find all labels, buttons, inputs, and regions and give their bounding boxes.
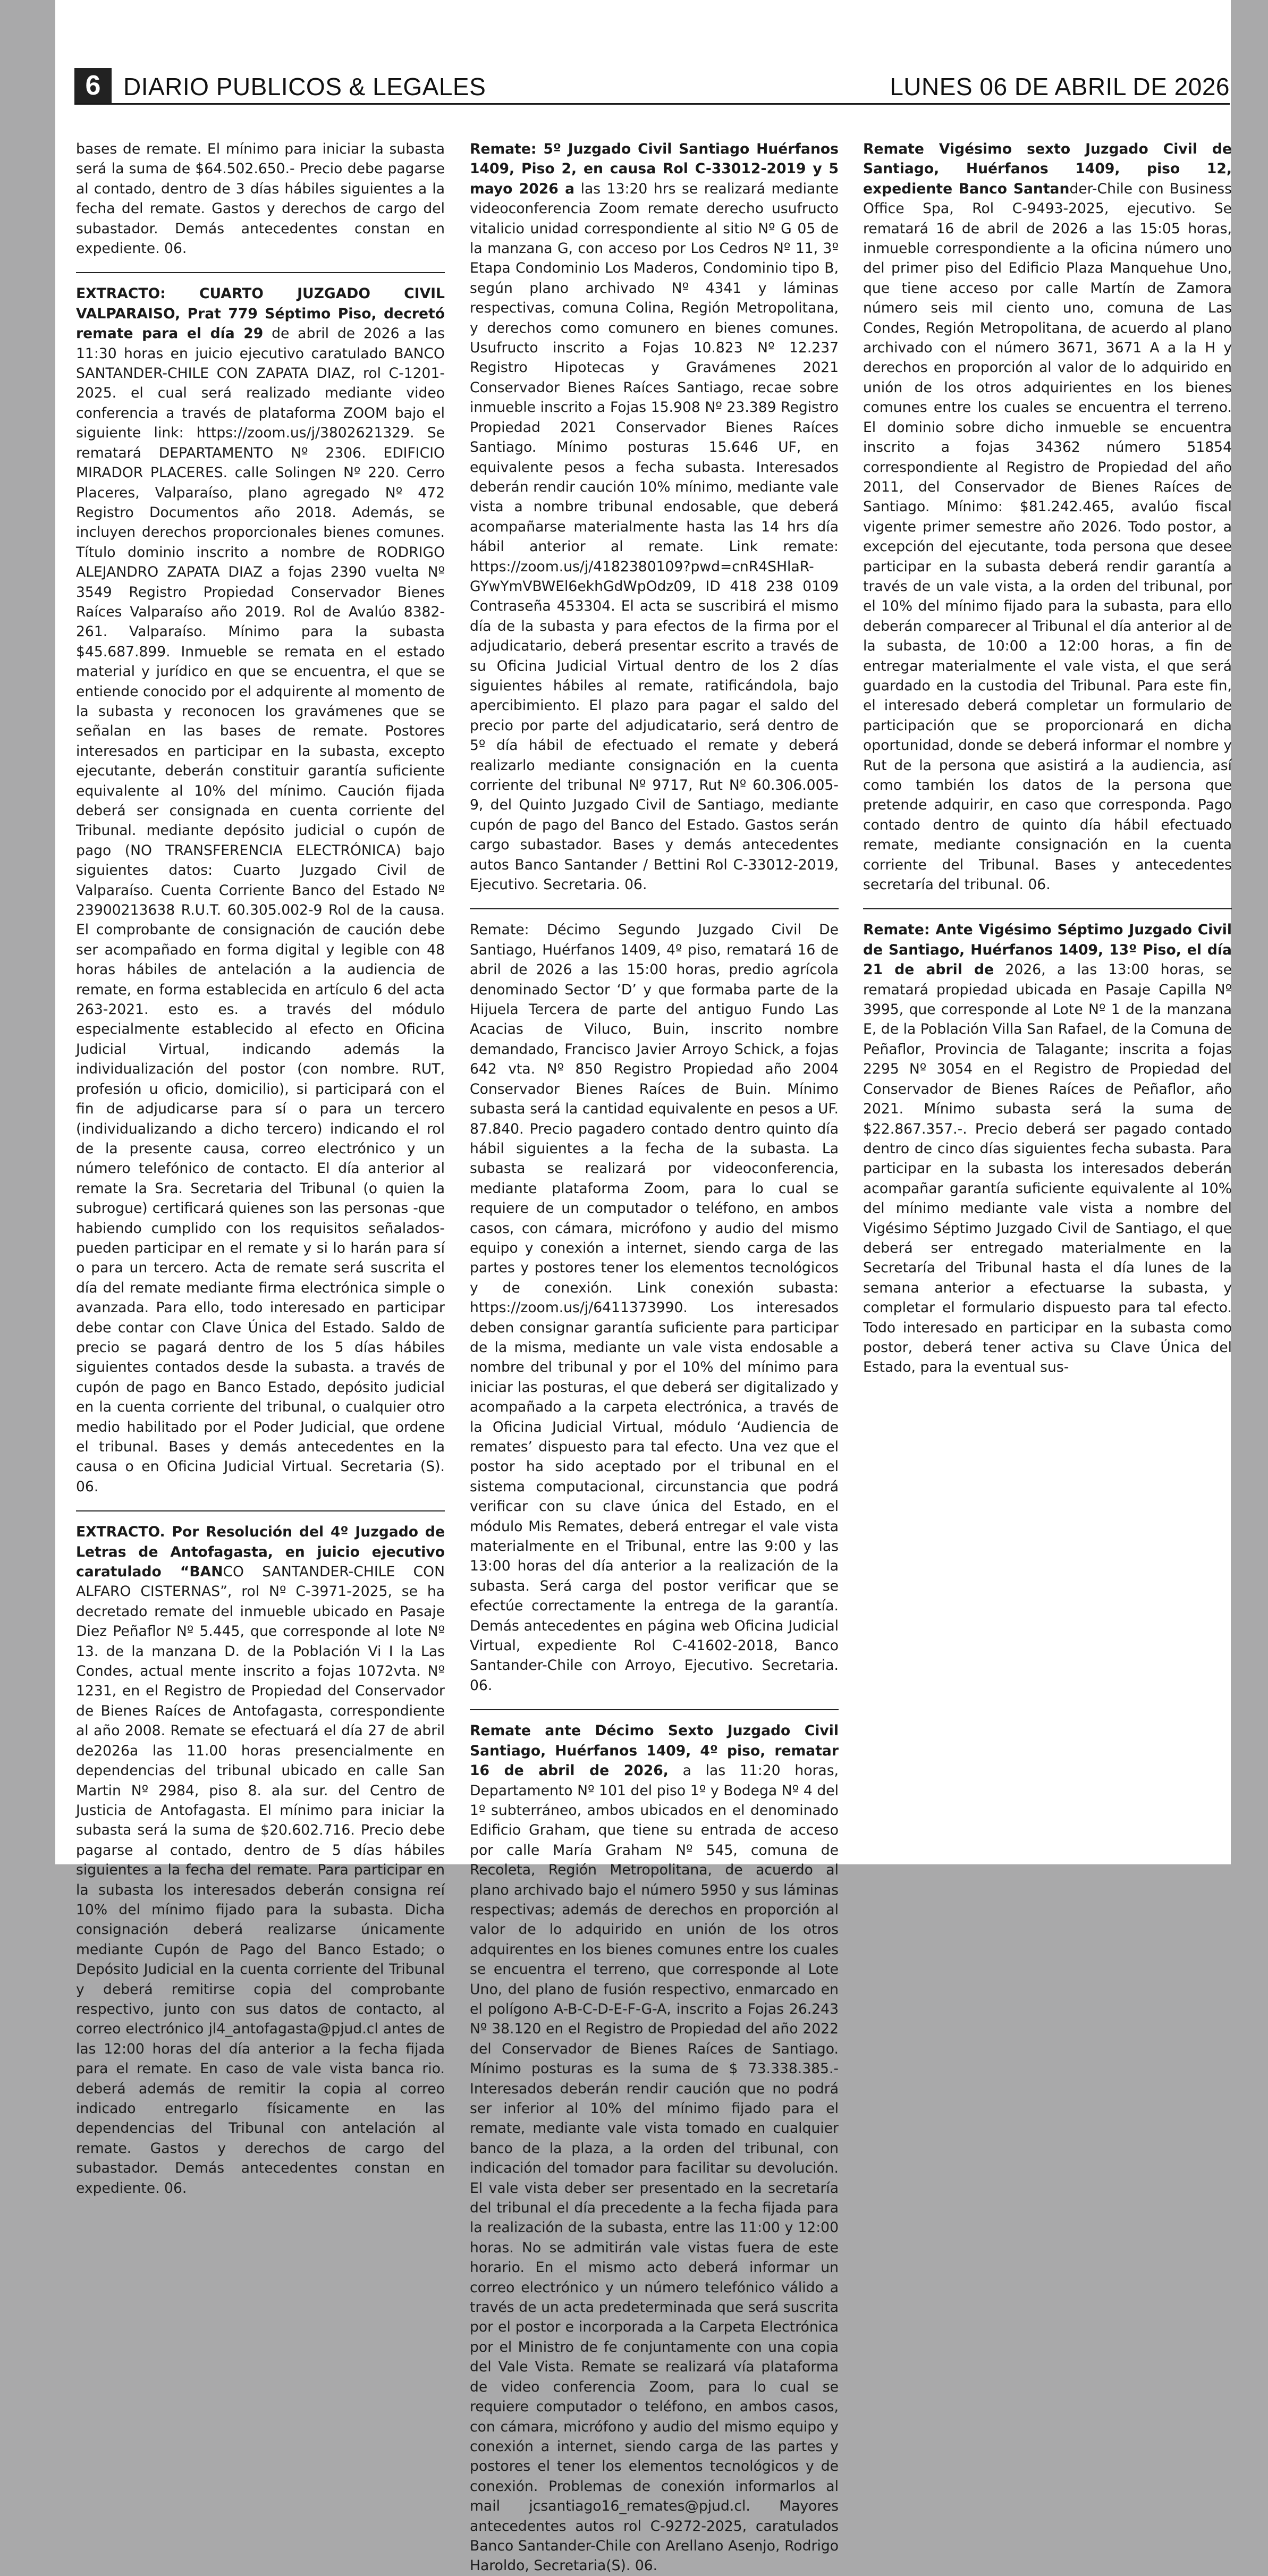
- notice-heading: Remate: Ante Vigésimo Séptimo Juzgado Civil de Santiago, Huérfanos 1409, 13º Piso, el día 21 de abril de: [863, 922, 1232, 978]
- notice: [76, 284, 445, 1497]
- publication-name: DIARIO PUBLICOS & LEGALES: [123, 73, 486, 100]
- notice-heading: EXTRACTO: CUARTO JUZGADO CIVIL VALPARAISO, Prat 779 Séptimo Piso, decretó remate para el día 29: [76, 285, 445, 342]
- column-1: [76, 139, 445, 2197]
- notice-heading: Remate ante Décimo Sexto Juzgado Civil Santiago, Huérfanos 1409, 4º piso, rematar 16 de abril de 2026,: [470, 1722, 839, 1779]
- notice-separator: [76, 272, 445, 273]
- column-3: [863, 139, 1232, 1824]
- notice-body: a las 11:20 horas, Departamento Nº 101 del piso 1º y Bodega Nº 4 del 1º subterráneo, ambos ubicados en el denominado Edificio Graham, que tiene su entrada de acceso por calle María Graham Nº 545, comuna de Recoleta, Región Metropolitana, de acuerdo al plano archivado bajo el número 5950 y sus láminas respectivas; además de derechos en proporción al valor de lo adquirido en unión de los otros adquirentes en los bienes comunes entre los cuales se encuentra el terreno, que corresponde al Lote Uno, del plano de fusión respectivo, enmarcado en el polígono A-B-C-D-E-F-G-A, inscrito a Fojas 26.243 Nº 38.120 en el Registro de Propiedad del año 2022 del Conservador de Bienes Raíces de Santiago. Mínimo posturas es la suma de $ 73.338.385.- Interesados deberán rendir caución que no podrá ser inferior al 10% del mínimo fijado para el remate, mediante vale vista tomado en cualquier banco de la plaza, a la orden del tribunal, con indicación del tomador para facilitar su devolución. El vale vista deber ser presentado en la secretaría del tribunal el día precedente a la fecha fijada para la realización de la subasta, entre las 11:00 y 12:00 horas. No se admitirán vale vistas fuera de este horario. En el mismo acto deberá informar un correo electrónico y un número telefónico válido a través de un acta predeterminada que será suscrita por el postor e incorporada a la Carpeta Electrónica por el Ministro de fe conjuntamente con una copia del Vale Vista. Remate se realizará vía plataforma de video conferencia Zoom, para lo cual se requiere computador o teléfono, en ambos casos, con cámara, micrófono y audio del mismo equipo y conexión a internet, siendo carga de las partes y postores el tener los elementos tecnológicos y de conexión. Problemas de conexión informarlos al mail jcsantiago16_remates@pjud.cl. Mayores antecedentes autos rol C-9272-2025, caratulados Banco Santander-Chile con Arellano Asenjo, Rodrigo Haroldo, Secretaria(S). 06.: [470, 1762, 839, 2574]
- page-number: 6: [74, 68, 112, 103]
- notice-heading: EXTRACTO. Por Resolución del 4º Juzgado de Letras de Antofagasta, en juicio ejecutivo caratulado “BAN: [76, 1524, 445, 1581]
- notice-separator: [76, 1510, 445, 1511]
- notice: [470, 1721, 839, 2575]
- notice: [863, 920, 1232, 1377]
- notice-body: Remate: Décimo Segundo Juzgado Civil De Santiago, Huérfanos 1409, 4º piso, rematará 16 de abril de 2026 a las 15:00 horas, predio agrícola denominado Sector ‘D’ y que formaba parte de la Hijuela Tercera de parte del antiguo Fundo Las Acacias de Viluco, Buin, inscrito nombre demandado, Francisco Javier Arroyo Schick, a fojas 642 vta. Nº 850 Registro Propiedad año 2004 Conservador Bienes Raíces de Buin. Mínimo subasta será la cantidad equivalente en pesos a UF. 87.840. Precio pagadero contado dentro quinto día hábil siguientes a la fecha de la subasta. La subasta se realizará por videoconferencia, mediante plataforma Zoom, para lo cual se requiere de un computador o teléfono, en ambos casos, con cámara, micrófono y audio del mismo equipo y conexión a internet, siendo carga de las partes y postores tener los elementos tecnológicos y de conexión. Link conexión subasta: https://zoom.us/j/6411373990. Los interesados deben consignar garantía suficiente para participar de la misma, mediante un vale vista endosable a nombre del tribunal y por el 10% del mínimo para iniciar las posturas, el que deberá ser digitalizado y acompañado a la carpeta electrónica, a través de la Oficina Judicial Virtual, módulo ‘Audiencia de remates’ dispuesto para tal efecto. Una vez que el postor ha sido aceptado por el tribunal en el sistema computacional, circunstancia que podrá verificar con su clave única del Estado, en el módulo Mis Remates, deberá entregar el vale vista materialmente en el Tribunal, entre las 9:00 y las 13:00 horas del día anterior a la realización de la subasta. Será carga del postor verificar que se efectúe correctamente la entrega de la garantía. Demás antecedentes en página web Oficina Judicial Virtual, expediente Rol C-41602-2018, Banco Santander-Chile con Arroyo, Ejecutivo. Secretaria. 06.: [470, 922, 839, 1694]
- notice: [76, 1522, 445, 2198]
- notice-separator: [470, 1709, 839, 1710]
- notice-body: 2026, a las 13:00 horas, se rematará propiedad ubicada en Pasaje Capilla Nº 3995, que corresponde al Lote Nº 1 de la manzana E, de la Población Villa San Rafael, de la Comuna de Peñaflor, Provincia de Talagante; inscrita a fojas 2295 Nº 3054 en el Registro de Propiedad del Conservador de Bienes Raíces de Peñaflor, año 2021. Mínimo subasta será la suma de $22.867.357.-. Precio deberá ser pagado contado dentro de cinco días siguientes fecha subasta. Para participar en la subasta los interesados deberán acompañar garantía suficiente equivalente al 10% del mínimo mediante vale vista a nombre del Vigésimo Séptimo Juzgado Civil de Santiago, el que deberá ser entregado materialmente en la Secretaría del Tribunal hasta el día lunes de la semana anterior a efectuarse la subasta, y completar el formulario dispuesto para tal efecto. Todo interesado en participar en la subasta como postor, deberá tener activa su Clave Única del Estado, para la eventual sus-: [863, 961, 1232, 1376]
- notice: [470, 139, 839, 894]
- notice-body: CO SANTANDER-CHILE CON ALFARO CISTERNAS”, rol Nº C-3971-2025, se ha decretado remate del inmueble ubicado en Pasaje Diez Peñaflor Nº 5.445, que corresponde al lote Nº 13. de la manzana D. de la Población Vi I la Las Condes, actual mente inscrito a fojas 1072vta. Nº 1231, en el Registro de Propiedad del Conservador de Bienes Raíces de Antofagasta, correspondiente al año 2008. Remate se efectuará el día 27 de abril de2026a las 11.00 horas presencialmente en dependencias del tribunal ubicado en calle San Martin Nº 2984, piso 8. ala sur. del Centro de Justicia de Antofagasta. El mínimo para iniciar la subasta será la suma de $20.602.716. Precio debe pagarse al contado, dentro de 5 días hábiles siguientes a la fecha del remate. Para participar en la subasta los interesados deberán consigna reí 10% del mínimo fijado para la subasta. Dicha consignación deberá realizarse únicamente mediante Cupón de Pago del Banco Estado; o Depósito Judicial en la cuenta corriente del Tribunal y deberá remitirse copia del comprobante respectivo, junto con sus datos de contacto, al correo electrónico jl4_antofagasta@pjud.cl antes de las 12:00 horas del día anterior a la fecha fijada para el remate. En caso de vale vista banca rio. deberá además de remitir la copia al correo indicado entregarlo físicamente en las dependencias del Tribunal con antelación al remate. Gastos y derechos de cargo del subastador. Demás antecedentes constan en expediente. 06.: [76, 1564, 445, 2197]
- page-header: [74, 68, 1230, 105]
- notice: [470, 920, 839, 1695]
- notice-heading: Remate Vigésimo sexto Juzgado Civil de Santiago, Huérfanos 1409, piso 12, expediente Banco Santan: [863, 141, 1232, 197]
- notice-body: der-Chile con Business Office Spa, Rol C-9493-2025, ejecutivo. Se rematará 16 de abril de 2026 a las 15:05 horas, inmueble correspondiente a la oficina número uno del primer piso del Edificio Plaza Manquehue Uno, que tiene acceso por calle Martín de Zamora número seis mil ciento uno, comuna de Las Condes, Región Metropolitana, de acuerdo al plano archivado con el número 3671, 3671 A a la H y derechos en proporción al valor de lo adquirido en unión de los otros adquirientes en los bienes comunes entre los cuales se encuentra el terreno. El dominio sobre dicho inmueble se encuentra inscrito a fojas 34362 número 51854 correspondiente al Registro de Propiedad del año 2011, del Conservador de Bienes Raíces de Santiago. Mínimo: $81.242.465, avalúo fiscal vigente primer semestre año 2026. Todo postor, a excepción del ejecutante, toda persona que desee participar en la subasta deberá rendir garantía a través de un vale vista, a la orden del tribunal, por el 10% del mínimo fijado para la subasta, para ello deberán comparecer al Tribunal el día anterior al de la subasta, de 10:00 a 12:00 horas, a fin de entregar materialmente el vale vista, el que será guardado en la custodia del Tribunal. Para este fin, el interesado deberá completar un formulario de participación que se proporcionará en dicha oportunidad, donde se deberá informar el nombre y Rut de la persona que asistirá a la audiencia, así como también los datos de la persona que pretende adquirir, en caso que corresponda. Pago contado dentro de quinto día hábil efectuado remate, mediante consignación en la cuenta corriente del Tribunal. Bases y antecedentes secretaría del tribunal. 06.: [863, 180, 1232, 893]
- notice-separator: [470, 908, 839, 909]
- notice-body: bases de remate. El mínimo para iniciar la subasta será la suma de $64.502.650.- Precio debe pagarse al contado, dentro de 3 días hábiles siguientes a la fecha del remate. Gastos y derechos de cargo del subastador. Demás antecedentes constan en expediente. 06.: [76, 141, 445, 257]
- notice-body: las 13:20 hrs se realizará mediante videoconferencia Zoom remate derecho usufructo vitalicio unidad correspondiente al sitio Nº G 05 de la manzana G, con acceso por Los Cedros Nº 11, 3º Etapa Condominio Los Maderos, Condominio tipo B, según plano archivado Nº 4341 y láminas respectivas, comuna Colina, Región Metropolitana, y derechos como comunero en bienes comunes. Usufructo inscrito a Fojas 10.823 Nº 12.237 Registro Hipotecas y Gravámenes 2021 Conservador Bienes Raíces Santiago, recae sobre inmueble inscrito a Fojas 15.908 Nº 23.389 Registro Propiedad 2021 Conservador Bienes Raíces Santiago. Mínimo posturas 15.646 UF, en equivalente pesos a fecha subasta. Interesados deberán rendir caución 10% mínimo, mediante vale vista a nombre tribunal endosable, que deberá acompañarse materialmente hasta las 14 hrs día hábil anterior al remate. Link remate: https://zoom.us/j/4182380109?pwd=cnR4SHlaR-GYwYmVBWEl6ekhGdWpOdz09, ID 418 238 0109 Contraseña 453304. El acta se suscribirá el mismo día de la subasta y para efectos de la firma por el adjudicatario, deberá presentar escrito a través de su Oficina Judicial Virtual dentro de los 2 días siguientes hábiles al remate, ratificándola, bajo apercibimiento. El plazo para pagar el saldo del precio por parte del adjudicatario, será dentro de 5º día hábil de efectuado el remate y deberá realizarlo mediante consignación en la cuenta corriente del tribunal Nº 9717, Rut Nº 60.306.005-9, del Quinto Juzgado Civil de Santiago, mediante cupón de pago del Banco del Estado. Gastos serán cargo subastador. Bases y demás antecedentes autos Banco Santander / Bettini Rol C-33012-2019, Ejecutivo. Secretaria. 06.: [470, 180, 839, 893]
- notice: [863, 139, 1232, 894]
- notice-separator: [863, 908, 1232, 909]
- issue-date: LUNES 06 DE ABRIL DE 2026: [890, 73, 1230, 100]
- notice-heading: Remate: 5º Juzgado Civil Santiago Huérfanos 1409, Piso 2, en causa Rol C-33012-2019 y 5 mayo 2026 a: [470, 141, 839, 197]
- notice: [76, 139, 445, 258]
- notice-body: de abril de 2026 a las 11:30 horas en juicio ejecutivo caratulado BANCO SANTANDER-CHILE CON ZAPATA DIAZ, rol C-1201-2025. el cual será realizado mediante video conferencia a través de plataforma ZOOM bajo el siguiente link: https://zoom.us/j/3802621329. Se rematará DEPARTAMENTO Nº 2306. EDIFICIO MIRADOR PLACERES. calle Solingen Nº 220. Cerro Placeres, Valparaíso, plano agregado Nº 472 Registro Documentos año 2018. Además, se incluyen derechos proporcionales bienes comunes. Título dominio inscrito a nombre de RODRIGO ALEJANDRO ZAPATA DIAZ a fojas 2390 vuelta Nº 3549 Registro Propiedad Conservador Bienes Raíces Valparaíso año 2019. Rol de Avalúo 8382-261. Valparaíso. Mínimo para la subasta $45.687.899. Inmueble se remata en el estado material y jurídico en que se encuentra, el que se entiende conocido por el adquirente al momento de la subasta y reconocen los gravámenes que se señalan en las bases de remate. Postores interesados en participar en la subasta, excepto ejecutante, deberán constituir garantía suficiente equivalente al 10% del mínimo. Caución fijada deberá ser consignada en cuenta corriente del Tribunal. mediante depósito judicial o cupón de pago (NO TRANSFERENCIA ELECTRÓNICA) bajo siguientes datos: Cuarto Juzgado Civil de Valparaíso. Cuenta Corriente Banco del Estado Nº 23900213638 R.U.T. 60.305.002-9 Rol de la causa. El comprobante de consignación de caución debe ser acompañado en forma digital y legible con 48 horas hábiles de antelación a la audiencia de remate, en forma establecida en artículo 6 del acta 263-2021. esto es. a través del módulo especialmente establecido al efecto en Oficina Judicial Virtual, indicando además la individualización del postor (con nombre. RUT, profesión u oficio, domicilio), si participará con el fin de adjudicarse para sí o para un tercero (individualizando a dicho tercero) indicando el rol de la presente causa, correo electrónico y un número telefónico de contacto. El día anterior al remate la Sra. Secretaria del Tribunal (o quien la subrogue) certificará quienes son las personas -que habiendo cumplido con los requisitos señalados-pueden participar en el remate y si lo harán para sí o para un tercero. Acta de remate será suscrita el día del remate mediante firma electrónica simple o avanzada. Para ello, todo interesado en participar debe contar con Clave Única del Estado. Saldo de precio se pagará dentro de los 5 días hábiles siguientes contados desde la subasta. a través de cupón de pago en Banco Estado, depósito judicial en la cuenta corriente del tribunal, o cualquier otro medio habilitado por el Poder Judicial, que ordene el tribunal. Bases y demás antecedentes en la causa o en Oficina Judicial Virtual. Secretaria (S). 06.: [76, 325, 445, 1495]
- column-2: [470, 139, 839, 2574]
